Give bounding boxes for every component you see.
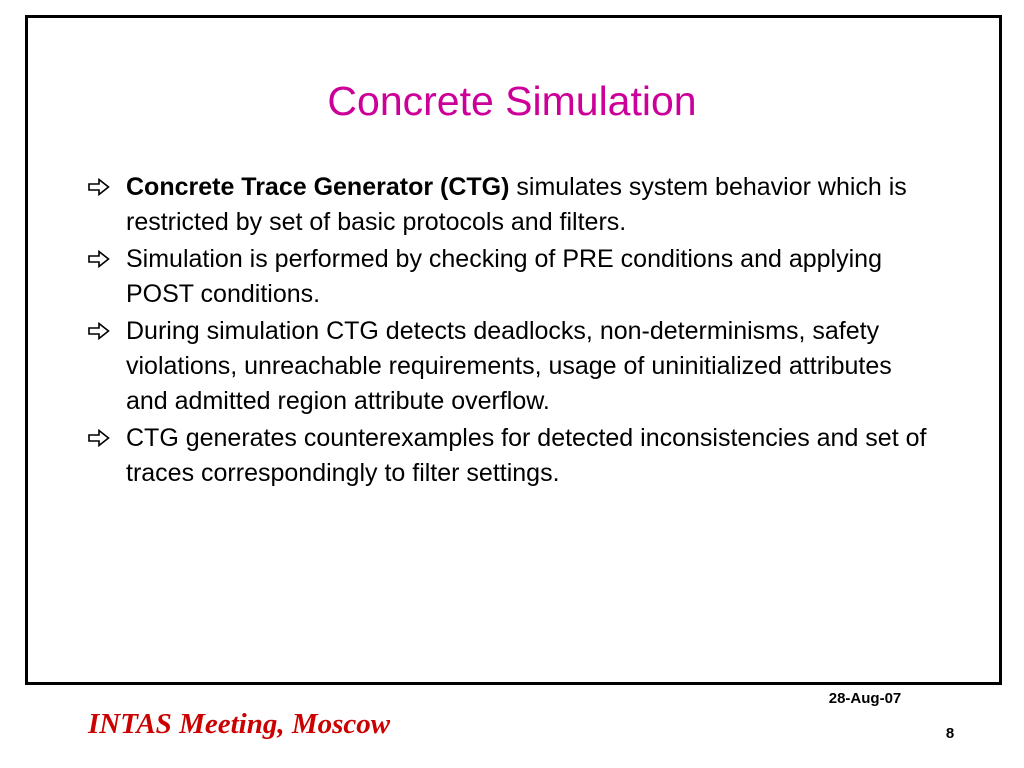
bullet-text: CTG generates counterexamples for detected inconsistencies and set of traces correspondingly to filter settings. <box>126 424 927 487</box>
bullet-list <box>88 170 928 493</box>
outline-arrow-right-icon <box>88 170 116 205</box>
bullet-item <box>88 421 928 491</box>
slide-title: Concrete Simulation <box>327 78 697 124</box>
page-number: 8 <box>945 725 955 742</box>
bullet-item <box>88 314 928 419</box>
outline-arrow-right-icon <box>88 242 116 277</box>
outline-arrow-right-icon <box>88 314 116 349</box>
footer-date: 28-Aug-07 <box>828 690 902 707</box>
bullet-item <box>88 170 928 240</box>
bullet-text: During simulation CTG detects deadlocks, non-determinisms, safety violations, unreachable requirements, usage of uninitialized attributes and admitted region attribute overflow. <box>126 317 892 415</box>
footer-title: INTAS Meeting, Moscow <box>88 708 391 740</box>
bullet-bold-lead: Concrete Trace Generator (CTG) <box>126 173 510 201</box>
bullet-text: simulates system behavior which is restricted by set of basic protocols and filters. <box>126 173 907 236</box>
bullet-item <box>88 242 928 312</box>
bullet-text: Simulation is performed by checking of PRE conditions and applying POST conditions. <box>126 245 882 308</box>
outline-arrow-right-icon <box>88 421 116 456</box>
